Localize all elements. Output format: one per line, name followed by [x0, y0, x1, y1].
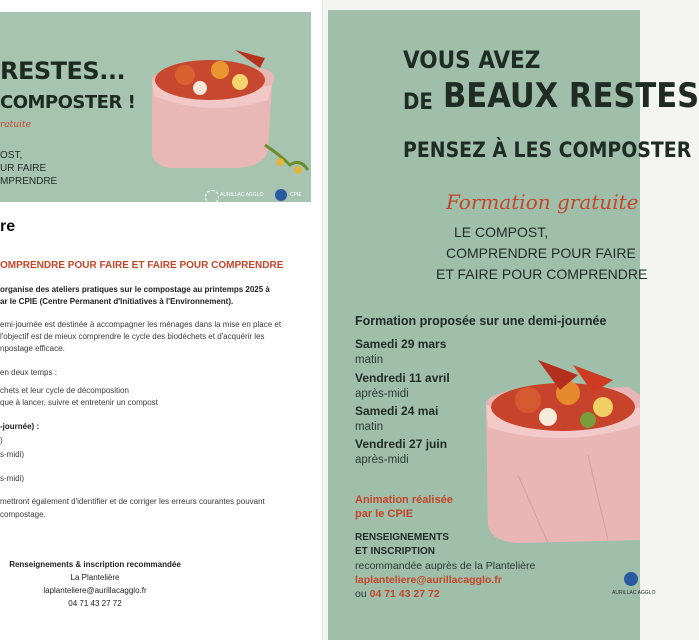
session-time: matin [355, 421, 384, 433]
session-date: Vendredi 11 avril [355, 371, 450, 385]
contact-place: La Plantelière [70, 573, 120, 582]
banner-sub-1: OST, [0, 150, 23, 161]
banner-sub-2: UR FAIRE [0, 163, 47, 174]
session-date: Samedi 24 mai [355, 404, 439, 418]
contact-email[interactable]: laplanteliere@aurillacagglo.fr [43, 586, 147, 595]
intro-line-1: organise des ateliers pratiques sur le compostage au printemps 2025 à [0, 285, 270, 294]
info-phone: 04 71 43 27 72 [369, 588, 440, 600]
banner-formation: ratuite [0, 120, 31, 130]
journee-heading: -journée) : [0, 422, 40, 431]
intro-line-2: ar le CPIE (Centre Permanent d'Initiatives à l'Environnement). [0, 297, 234, 306]
body-line-2: l'objectif est de mieux comprendre le cycle des biodéchets et d'acquérir les [0, 332, 265, 341]
contact-block [0, 558, 190, 610]
poster-sub-1: LE COMPOST, [454, 224, 549, 240]
poster-formation: Formation gratuite [446, 190, 639, 214]
sessions-intro: Formation proposée sur une demi-journée [355, 314, 607, 328]
temps-intro: en deux temps : [0, 368, 57, 377]
session-date: Vendredi 27 juin [355, 437, 448, 451]
poster-compost-bag-image [478, 345, 640, 550]
animation-line-2: par le CPIE [355, 508, 414, 520]
banner-headline-1: RESTES... [0, 57, 126, 85]
info-line-2: ET INSCRIPTION [355, 546, 436, 557]
poster-sub-2: COMPRENDRE POUR FAIRE [446, 245, 636, 261]
temps-2: que à lancer, suivre et entretenir un compost [0, 398, 158, 407]
journee-1: ) [0, 436, 3, 445]
body-line-1: emi-journée est destinée à accompagner les ménages dans la mise en place et [0, 320, 282, 329]
agglo-logo-icon [624, 572, 638, 586]
right-poster [328, 10, 699, 640]
session-time: après-midi [355, 454, 409, 466]
body-line-5: compostage. [0, 510, 46, 519]
banner-logo-1: AURILLAC AGGLO [220, 192, 264, 198]
poster-logo-text: AURILLAC AGGLO [612, 590, 656, 596]
body-line-4: mettront également d'identifier et de corriger les erreurs courantes pouvant [0, 497, 265, 506]
section-title: re [0, 218, 16, 235]
temps-1: chets et leur cycle de décomposition [0, 386, 129, 395]
info-line-3: recommandée auprès de la Plantelière [355, 560, 536, 572]
contact-phone: 04 71 43 27 72 [68, 599, 122, 608]
left-banner [0, 12, 311, 202]
poster-title-3: PENSEZ À LES COMPOSTER [403, 138, 692, 162]
info-line-1: RENSEIGNEMENTS [355, 532, 449, 543]
journee-3: s-midi) [0, 474, 24, 483]
poster-title-2a: DE [403, 90, 433, 115]
left-flyer-page [0, 0, 323, 640]
journee-2: s-midi) [0, 450, 24, 459]
compost-bag-image [140, 30, 310, 190]
contact-title: Renseignements & inscription recommandée [9, 560, 181, 569]
agglo-logo-icon [205, 190, 219, 204]
info-email[interactable]: laplanteliere@aurillacagglo.fr [355, 574, 502, 586]
session-time: après-midi [355, 388, 409, 400]
left-subtitle: OMPRENDRE POUR FAIRE ET FAIRE POUR COMPRENDRE [0, 260, 284, 271]
banner-logo-2: CPIE [290, 192, 302, 198]
session-date: Samedi 29 mars [355, 337, 447, 351]
banner-sub-3: MPRENDRE [0, 176, 58, 187]
body-line-3: npostage efficace. [0, 344, 65, 353]
poster-sub-3: ET FAIRE POUR COMPRENDRE [436, 266, 648, 282]
cpie-logo-icon [275, 189, 287, 201]
banner-headline-2: COMPOSTER ! [0, 92, 136, 113]
session-time: matin [355, 354, 384, 366]
info-phone-line [355, 588, 440, 600]
poster-title-1: VOUS AVEZ [403, 46, 541, 74]
poster-title-2b: BEAUX RESTES [443, 76, 699, 116]
info-phone-prefix: ou [355, 588, 367, 600]
animation-line-1: Animation réalisée [355, 494, 453, 506]
